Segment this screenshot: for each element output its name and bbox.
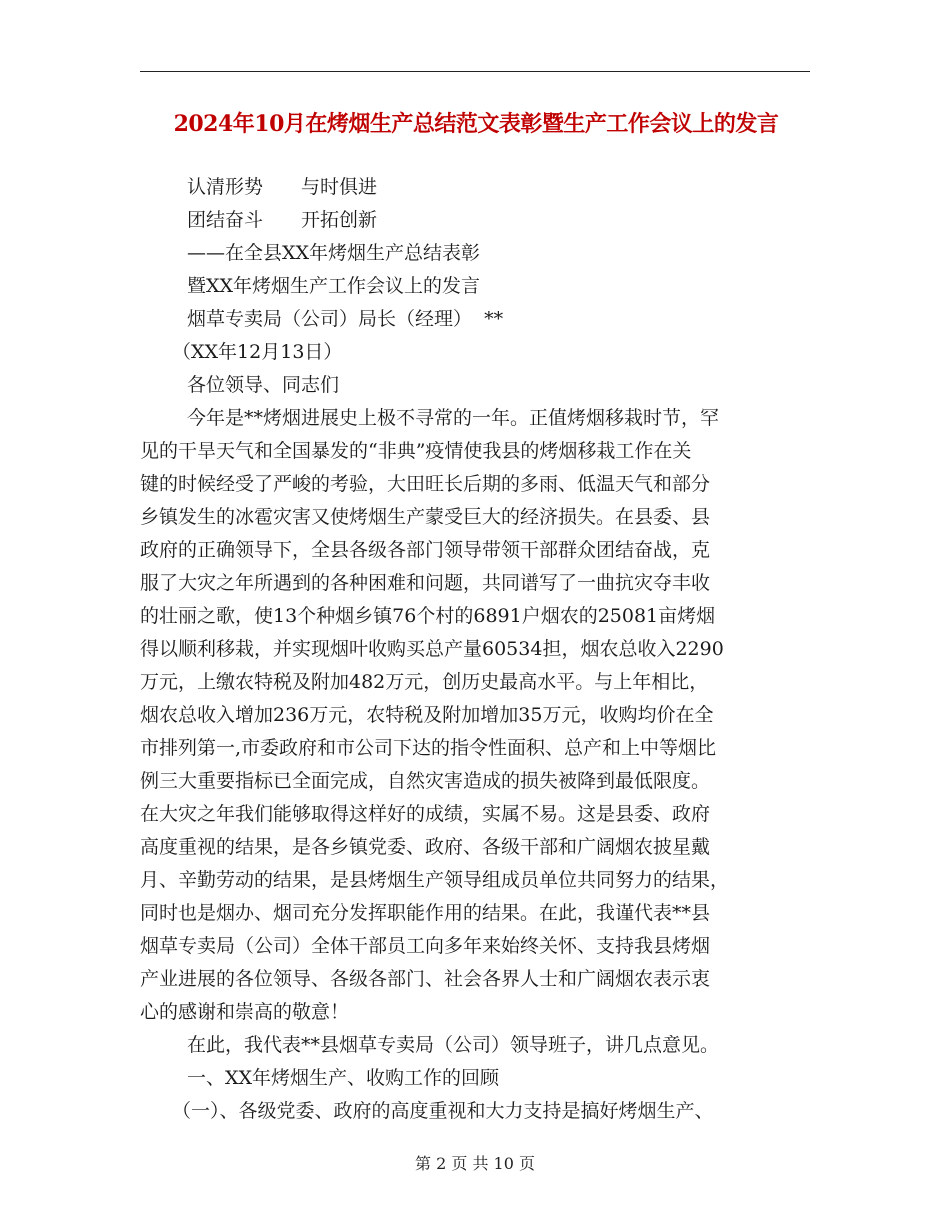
section-1-heading: 一、XX年烤烟生产、收购工作的回顾	[187, 1067, 500, 1089]
paragraph-1-line: 服了大灾之年所遇到的各种困难和问题，共同谱写了一曲抗灾夺丰收	[140, 572, 711, 594]
paragraph-1-line: 烟农总收入增加236万元，农特税及附加增加35万元，收购均价在全	[140, 704, 714, 726]
paragraph-1-line: 乡镇发生的冰雹灾害又使烤烟生产蒙受巨大的经济损失。在县委、县	[140, 506, 711, 528]
paragraph-1-line: 万元，上缴农特税及附加482万元，创历史最高水平。与上年相比，	[140, 671, 709, 693]
paragraph-1-line: 政府的正确领导下，全县各级各部门领导带领干部群众团结奋战，克	[140, 539, 711, 561]
paragraph-1-line: 高度重视的结果，是各乡镇党委、政府、各级干部和广阔烟农披星戴	[140, 836, 711, 858]
speaker-line: 烟草专卖局（公司）局长（经理） **	[187, 308, 504, 330]
paragraph-1-line: 月、辛勤劳动的结果，是县烤烟生产领导组成员单位共同努力的结果，	[140, 869, 730, 891]
subsection-1-line: （一）、各级党委、政府的高度重视和大力支持是搞好烤烟生产、	[172, 1100, 714, 1122]
document-title: 2024年10月在烤烟生产总结范文表彰暨生产工作会议上的发言	[173, 111, 779, 137]
paragraph-1-line: 得以顺利移栽，并实现烟叶收购买总产量60534担，烟农总收入2290	[140, 638, 724, 660]
heading-line-1-left: 认清形势	[187, 176, 264, 198]
heading-line-1	[140, 171, 800, 204]
paragraph-1-line: 的壮丽之歌，使13个种烟乡镇76个村的6891户烟农的25081亩烤烟	[140, 605, 716, 627]
paragraph-1-line: 产业进展的各位领导、各级各部门、社会各界人士和广阔烟农表示衷	[140, 968, 711, 990]
heading-line-2-left: 团结奋斗	[187, 209, 264, 231]
paragraph-1-line: 在大灾之年我们能够取得这样好的成绩，实属不易。这是县委、政府	[140, 803, 711, 825]
paragraph-1-line: 例三大重要指标已全面完成，自然灾害造成的损失被降到最低限度。	[140, 770, 711, 792]
subtitle-line: 暨XX年烤烟生产工作会议上的发言	[187, 275, 481, 297]
paragraph-1-line: 今年是**烤烟进展史上极不寻常的一年。正值烤烟移栽时节，罕	[187, 407, 720, 429]
salutation: 各位领导、同志们	[187, 374, 340, 396]
paragraph-1-line: 烟草专卖局（公司）全体干部员工向多年来始终关怀、支持我县烤烟	[140, 935, 711, 957]
paragraph-2: 在此，我代表**县烟草专卖局（公司）领导班子，讲几点意见。	[187, 1034, 720, 1056]
paragraph-1-line: 市排列第一,市委政府和市公司下达的指令性面积、总产和上中等烟比	[140, 737, 717, 759]
header-rule	[140, 71, 810, 72]
page-footer: 第 2 页 共 10 页	[415, 1154, 535, 1173]
document-body	[140, 171, 800, 1128]
paragraph-1-line: 见的干旱天气和全国暴发的“非典”疫情使我县的烤烟移栽工作在关	[140, 440, 692, 462]
paragraph-1-line: 同时也是烟办、烟司充分发挥职能作用的结果。在此，我谨代表**县	[140, 902, 711, 924]
heading-line-2	[140, 204, 800, 237]
date-line: （XX年12月13日）	[172, 341, 343, 363]
heading-line-2-right: 开拓创新	[301, 209, 378, 231]
subtitle-line: ——在全县XX年烤烟生产总结表彰	[187, 242, 481, 264]
heading-line-1-right: 与时俱进	[301, 176, 378, 198]
paragraph-1-line: 心的感谢和崇高的敬意！	[140, 1001, 350, 1023]
paragraph-1-line: 键的时候经受了严峻的考验，大田旺长后期的多雨、低温天气和部分	[140, 473, 711, 495]
